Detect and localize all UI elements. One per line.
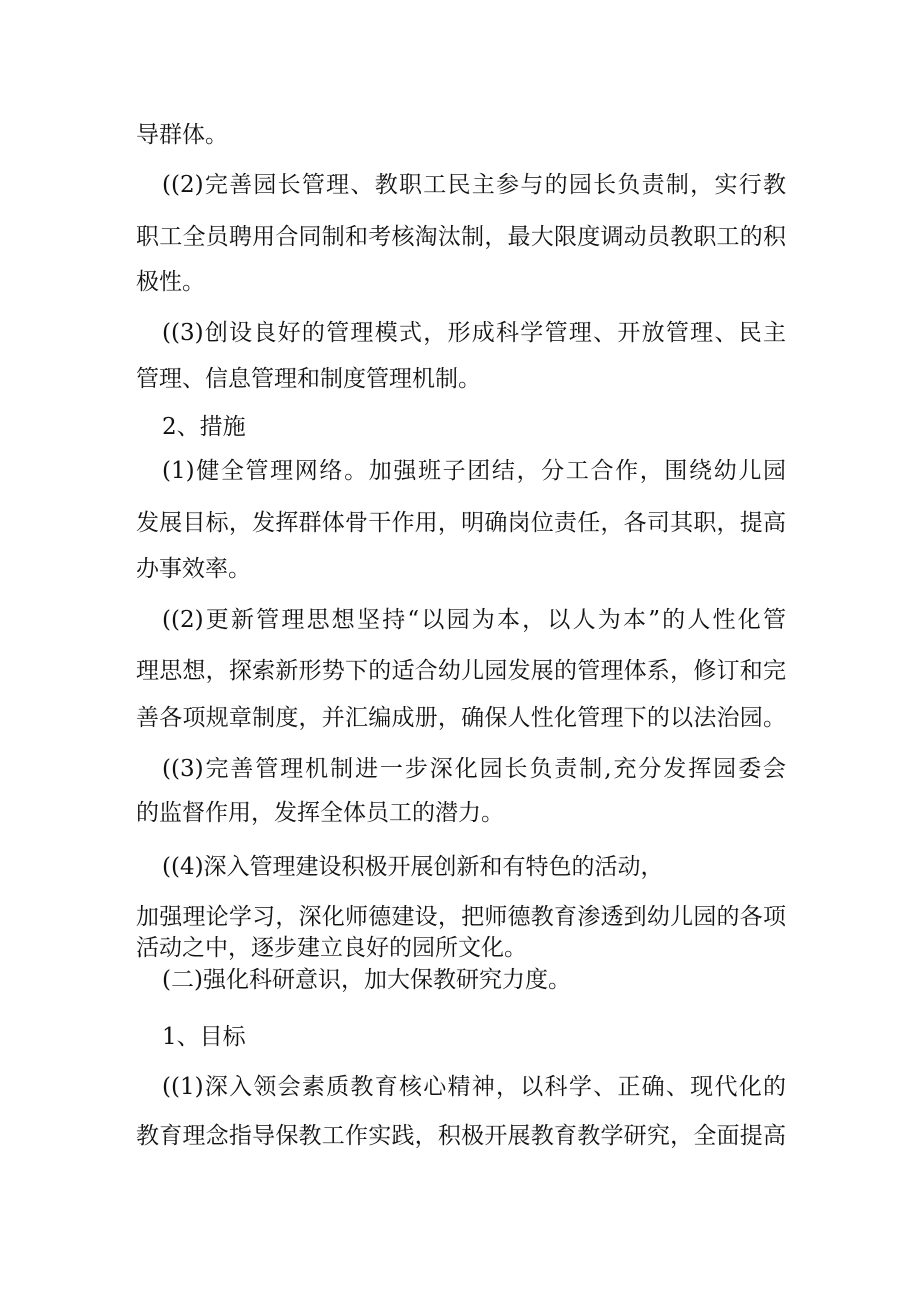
text-line: 导群体。 bbox=[136, 122, 228, 148]
text-line: ((3)创设良好的管理模式，形成科学管理、开放管理、民主 bbox=[162, 320, 786, 346]
text-line: 职工全员聘用合同制和考核淘汰制，最大限度调动员教职工的积 bbox=[136, 224, 786, 250]
text-line: ((1)深入领会素质教育核心精神，以科学、正确、现代化的 bbox=[162, 1074, 786, 1100]
text-line: 善各项规章制度，并汇编成册，确保人性化管理下的以法治园。 bbox=[136, 705, 786, 731]
text-line: 办事效率。 bbox=[136, 556, 251, 582]
text-line: 理思想，探索新形势下的适合幼儿园发展的管理体系，修订和完 bbox=[136, 658, 786, 684]
text-line: ((2)完善园长管理、教职工民主参与的园长负责制，实行教 bbox=[162, 172, 786, 198]
text-line: (二)强化科研意识，加大保教研究力度。 bbox=[162, 967, 571, 993]
text-line: 加强理论学习，深化师德建设，把师德教育渗透到幼儿园的各项 bbox=[136, 904, 786, 930]
text-line: 活动之中，逐步建立良好的园所文化。 bbox=[136, 935, 527, 961]
text-line: 教育理念指导保教工作实践，积极开展教育教学研究，全面提高 bbox=[136, 1123, 786, 1149]
text-line: 的监督作用，发挥全体员工的潜力。 bbox=[136, 800, 504, 826]
text-line: (1)健全管理网络。加强班子团结，分工合作，围绕幼儿园 bbox=[162, 458, 786, 484]
text-line: 1、目标 bbox=[162, 1024, 246, 1050]
text-line: 极性。 bbox=[136, 269, 205, 295]
text-line: ((2)更新管理思想坚持“以园为本，以人为本”的人性化管 bbox=[162, 607, 786, 633]
text-line: ((4)深入管理建设积极开展创新和有特色的活动， bbox=[162, 854, 664, 880]
text-line: 管理、信息管理和制度管理机制。 bbox=[136, 366, 481, 392]
text-line: 发展目标，发挥群体骨干作用，明确岗位责任，各司其职，提高 bbox=[136, 510, 786, 536]
text-line: 2、措施 bbox=[162, 414, 246, 440]
text-line: ((3)完善管理机制进一步深化园长负责制,充分发挥园委会 bbox=[162, 756, 786, 782]
